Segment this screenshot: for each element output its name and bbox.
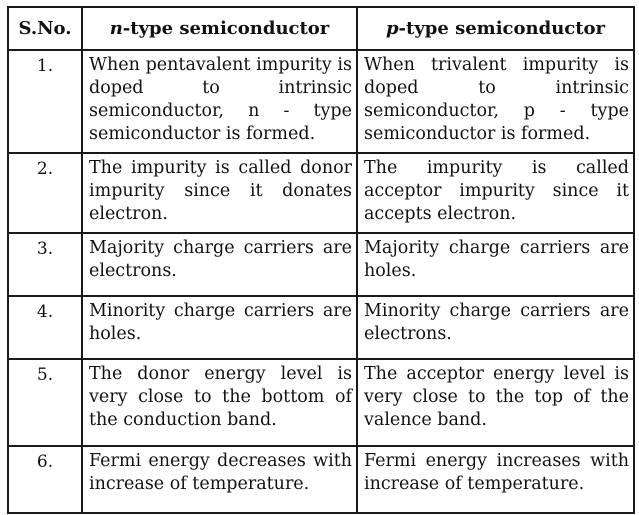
row-number: 6. (8, 446, 82, 513)
table-row (8, 359, 634, 446)
n-type-cell: Fermi energy decreases with increase of temperature. (82, 446, 357, 513)
p-type-cell: The acceptor energy level is very close to the top of the valence band. (357, 359, 634, 446)
p-type-cell: When trivalent impurity is doped to intrinsic semiconductor, p - type semiconductor is formed. (357, 50, 634, 153)
table-row (8, 446, 634, 513)
p-type-cell: Minority charge carriers are electrons. (357, 296, 634, 359)
header-n-label: -type semiconductor (122, 18, 330, 39)
p-type-cell: Majority charge carriers are holes. (357, 233, 634, 296)
row-number: 3. (8, 233, 82, 296)
row-number: 2. (8, 153, 82, 233)
header-p-label: -type semiconductor (398, 18, 606, 39)
n-type-cell: The impurity is called donor impurity since it donates electron. (82, 153, 357, 233)
row-number: 1. (8, 50, 82, 153)
table-row (8, 296, 634, 359)
n-type-cell: Minority charge carriers are holes. (82, 296, 357, 359)
comparison-table (7, 6, 635, 514)
row-number: 5. (8, 359, 82, 446)
document-page (7, 6, 633, 506)
n-type-cell: Majority charge carriers are electrons. (82, 233, 357, 296)
row-number: 4. (8, 296, 82, 359)
header-p-symbol: p (385, 18, 399, 39)
table-row (8, 50, 634, 153)
table-row (8, 153, 634, 233)
p-type-cell: The impurity is called acceptor impurity since it accepts electron. (357, 153, 634, 233)
p-type-cell: Fermi energy increases with increase of temperature. (357, 446, 634, 513)
header-n-type (82, 7, 357, 50)
n-type-cell: When pentavalent impurity is doped to intrinsic semiconductor, n - type semiconductor is formed. (82, 50, 357, 153)
header-row (8, 7, 634, 50)
header-n-symbol: n (109, 18, 123, 39)
n-type-cell: The donor energy level is very close to the bottom of the conduction band. (82, 359, 357, 446)
header-sno: S.No. (8, 7, 82, 50)
header-p-type (357, 7, 634, 50)
table-row (8, 233, 634, 296)
